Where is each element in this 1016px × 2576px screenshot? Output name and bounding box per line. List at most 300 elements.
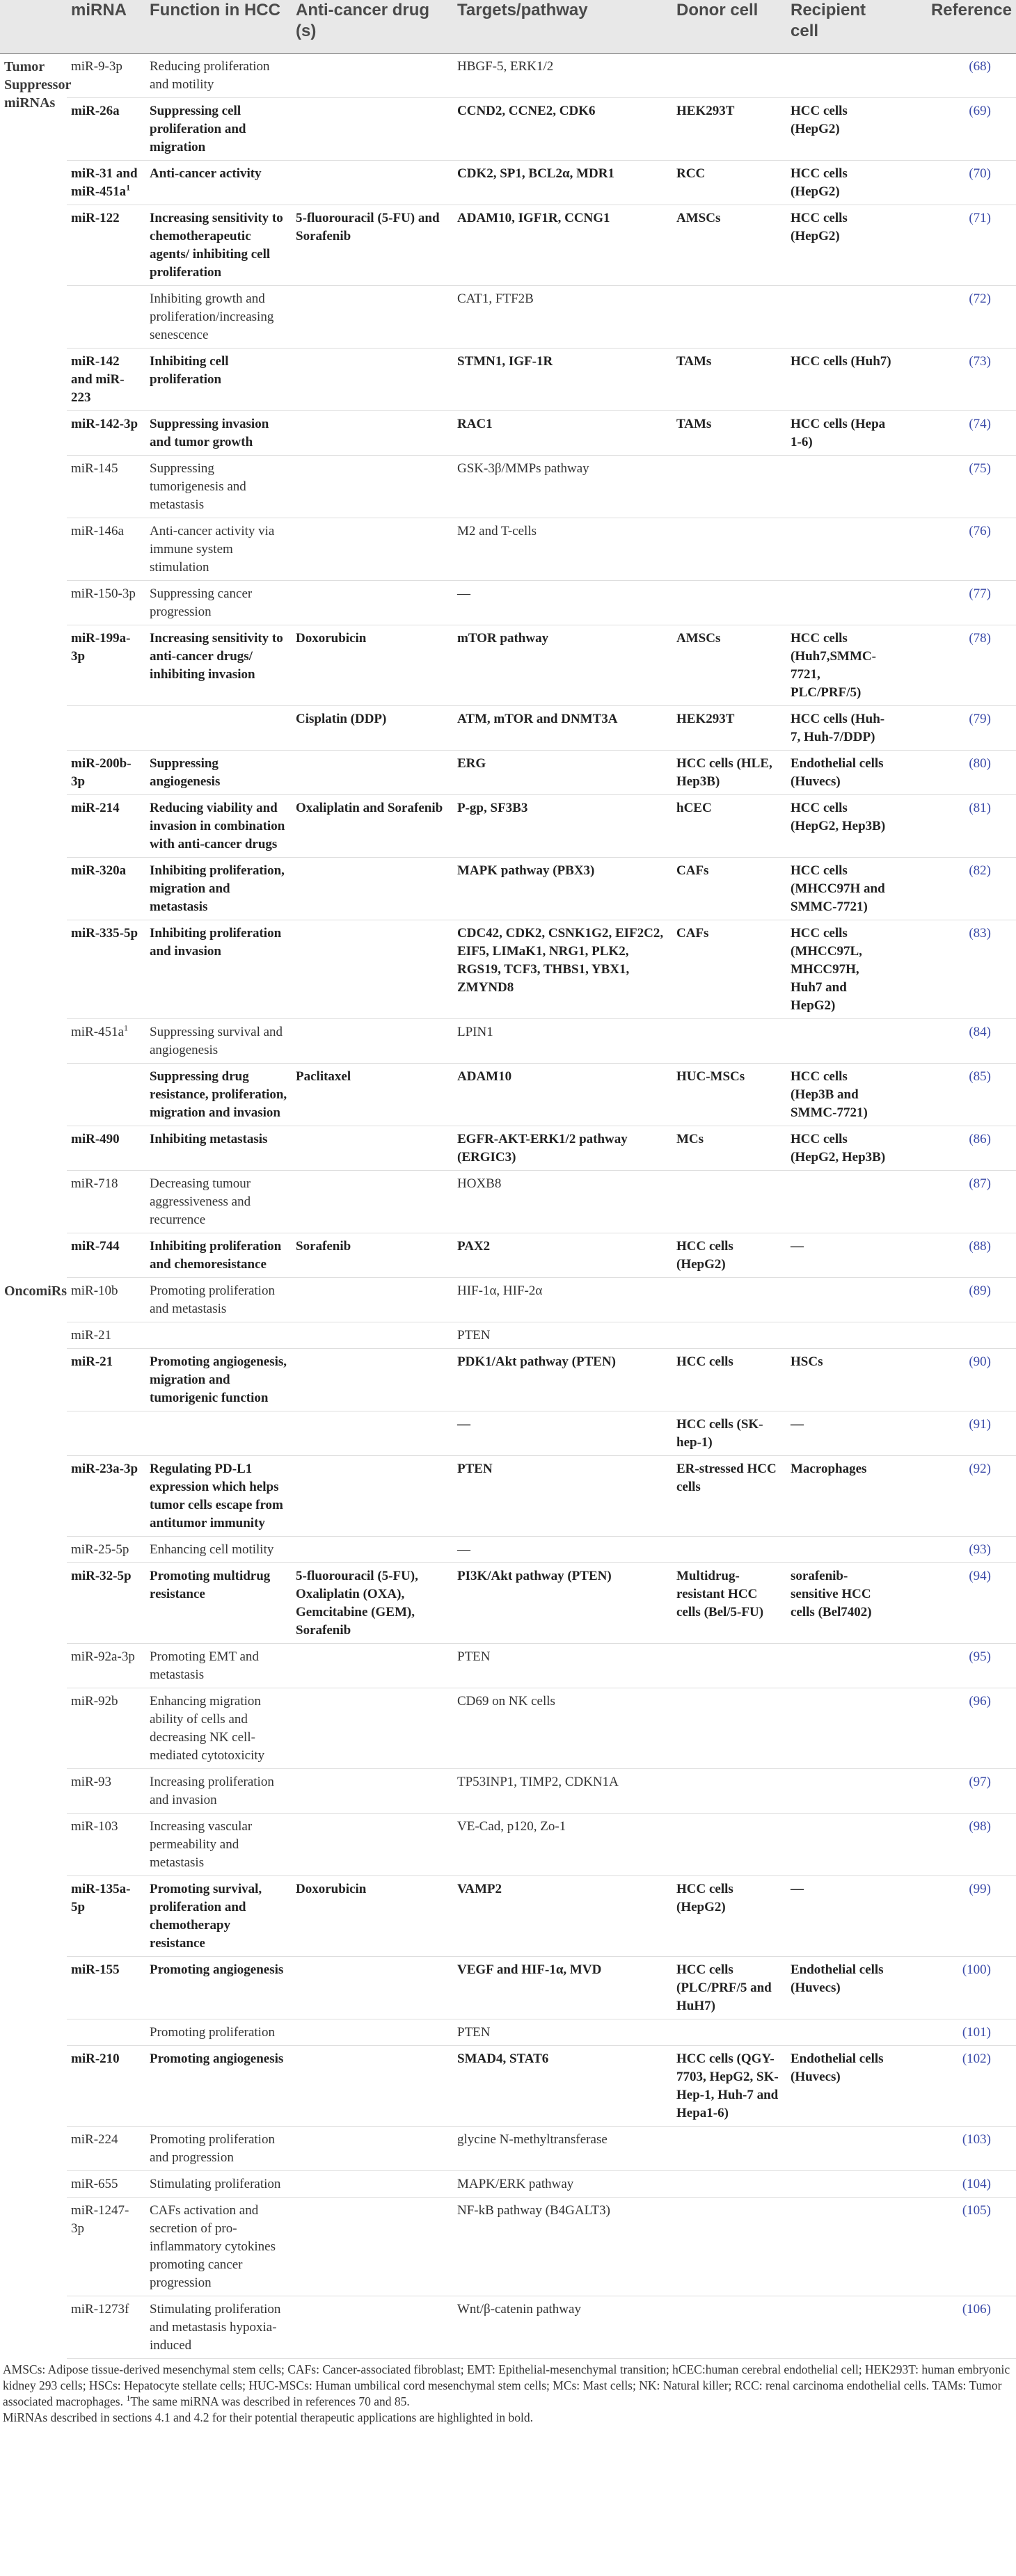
table-row <box>0 54 1016 98</box>
cell-function-text: Increasing proliferation and invasion <box>150 1775 274 1807</box>
cell-targets-text: VE-Cad, p120, Zo-1 <box>457 1819 566 1834</box>
cell-donor <box>672 1064 786 1126</box>
cell-reference <box>898 795 1016 858</box>
cell-donor <box>672 1814 786 1876</box>
cell-recipient-text: HCC cells (HepG2) <box>791 104 848 136</box>
cell-function-text: Suppressing tumorigenesis and metastasis <box>150 461 246 512</box>
cell-donor <box>672 1957 786 2019</box>
cell-recipient <box>786 751 898 795</box>
cell-function <box>145 1411 292 1456</box>
cell-mirna <box>67 1537 145 1563</box>
cell-function-text: Promoting proliferation <box>150 2025 275 2040</box>
cell-mirna <box>67 456 145 518</box>
cell-recipient <box>786 1322 898 1349</box>
cell-mirna-text: miR-199a-3p <box>71 631 131 664</box>
cell-recipient <box>786 1688 898 1769</box>
cell-reference <box>898 98 1016 161</box>
table-row <box>0 920 1016 1019</box>
cell-donor <box>672 751 786 795</box>
cell-drug-text: 5-fluorouracil (5-FU) and Sorafenib <box>296 211 440 243</box>
reference-link[interactable]: ( 98 ) <box>969 1819 991 1834</box>
cell-mirna <box>67 518 145 581</box>
cell-function <box>145 349 292 411</box>
header-drug: Anti-cancer drug (s) <box>292 0 453 54</box>
cell-recipient <box>786 2171 898 2198</box>
cell-targets <box>453 1171 672 1233</box>
cell-mirna <box>67 98 145 161</box>
cell-donor-text: hCEC <box>676 801 712 815</box>
cell-targets <box>453 1411 672 1456</box>
cell-reference <box>898 1688 1016 1769</box>
cell-function <box>145 1278 292 1322</box>
cell-drug <box>292 161 453 205</box>
table-row <box>0 161 1016 205</box>
cell-function <box>145 1563 292 1644</box>
cell-donor-text: Multidrug-resistant HCC cells (Bel/5-FU) <box>676 1569 764 1619</box>
cell-drug <box>292 706 453 751</box>
cell-recipient <box>786 1349 898 1411</box>
cell-recipient-text: HCC cells (Hepa 1-6) <box>791 417 886 449</box>
cell-mirna-text: miR-335-5p <box>71 926 138 941</box>
cell-mirna <box>67 625 145 706</box>
cell-donor-text: HUC-MSCs <box>676 1069 745 1084</box>
reference-link[interactable]: ( 86 ) <box>969 1132 991 1146</box>
cell-targets-text: VEGF and HIF-1α, MVD <box>457 1962 602 1977</box>
reference-link[interactable]: ( 102 ) <box>962 2051 991 2066</box>
cell-recipient-text: Endothelial cells (Huvecs) <box>791 1962 884 1995</box>
cell-targets-text: ERG <box>457 756 486 771</box>
reference-link[interactable]: ( 77 ) <box>969 586 991 601</box>
reference-link[interactable]: ( 87 ) <box>969 1176 991 1191</box>
cell-function-text: Promoting angiogenesis <box>150 2051 284 2066</box>
cell-drug <box>292 98 453 161</box>
cell-targets-text: PTEN <box>457 1649 491 1664</box>
cell-mirna-text: miR-21 <box>71 1328 112 1343</box>
cell-targets-text: M2 and T-cells <box>457 524 537 538</box>
cell-donor <box>672 349 786 411</box>
cell-drug <box>292 1876 453 1957</box>
cell-drug <box>292 1171 453 1233</box>
cell-recipient-text: HCC cells (HepG2, Hep3B) <box>791 801 886 833</box>
reference-link[interactable]: ( 91 ) <box>969 1417 991 1432</box>
table-row <box>0 1411 1016 1456</box>
cell-recipient-text: — <box>791 1239 804 1254</box>
cell-targets-text: — <box>457 586 470 601</box>
cell-targets-text: SMAD4, STAT6 <box>457 2051 549 2066</box>
cell-reference <box>898 1563 1016 1644</box>
cell-function <box>145 98 292 161</box>
cell-reference <box>898 1644 1016 1688</box>
cell-targets <box>453 2127 672 2171</box>
reference-link[interactable]: ( 96 ) <box>969 1694 991 1709</box>
cell-drug-text: Oxaliplatin and Sorafenib <box>296 801 443 815</box>
cell-targets <box>453 1537 672 1563</box>
cell-function-text: Anti-cancer activity via immune system stimulation <box>150 524 275 575</box>
header-reference: Reference <box>898 0 1016 54</box>
cell-reference <box>898 2198 1016 2296</box>
footnote-same-mirna: The same miRNA was described in references 70 and 85. <box>130 2394 410 2408</box>
cell-targets <box>453 98 672 161</box>
cell-mirna <box>67 1456 145 1537</box>
reference-link[interactable]: ( 92 ) <box>969 1462 991 1476</box>
cell-function-text: Decreasing tumour aggressiveness and recurrence <box>150 1176 251 1227</box>
cell-function <box>145 1644 292 1688</box>
reference-link[interactable]: ( 94 ) <box>969 1569 991 1583</box>
reference-link[interactable]: ( 99 ) <box>969 1882 991 1896</box>
cell-donor-text: TAMs <box>676 354 712 369</box>
reference-link[interactable]: ( 83 ) <box>969 926 991 941</box>
cell-function-text: Reducing proliferation and motility <box>150 59 270 92</box>
cell-donor <box>672 98 786 161</box>
cell-targets-text: CDC42, CDK2, CSNK1G2, EIF2C2, EIF5, LIMaK1, NRG1, PLK2, RGS19, TCF3, THBS1, YBX1, ZMYND8 <box>457 926 664 995</box>
cell-recipient <box>786 1957 898 2019</box>
cell-donor <box>672 411 786 456</box>
cell-targets-text: ADAM10 <box>457 1069 512 1084</box>
cell-function <box>145 1537 292 1563</box>
table-row <box>0 456 1016 518</box>
table-body <box>0 54 1016 2359</box>
cell-function-text: Stimulating proliferation and metastasis hypoxia-induced <box>150 2302 281 2353</box>
cell-function <box>145 1233 292 1278</box>
cell-function-text: Promoting proliferation and metastasis <box>150 1283 275 1316</box>
reference-link[interactable]: ( 69 ) <box>969 104 991 118</box>
reference-link[interactable]: ( 75 ) <box>969 461 991 476</box>
cell-targets <box>453 2198 672 2296</box>
cell-targets <box>453 1322 672 1349</box>
cell-targets <box>453 920 672 1019</box>
cell-mirna-text: miR-135a-5p <box>71 1882 131 1914</box>
cell-recipient <box>786 1278 898 1322</box>
reference-link[interactable]: ( 89 ) <box>969 1283 991 1298</box>
cell-donor-text: HCC cells (HepG2) <box>676 1882 733 1914</box>
cell-function <box>145 286 292 349</box>
reference-link[interactable]: ( 104 ) <box>962 2177 991 2191</box>
cell-recipient <box>786 1644 898 1688</box>
cell-function-text: Inhibiting proliferation and chemoresistance <box>150 1239 282 1272</box>
cell-drug-text: Sorafenib <box>296 1239 351 1254</box>
table-row <box>0 349 1016 411</box>
cell-donor <box>672 1769 786 1814</box>
cell-reference <box>898 751 1016 795</box>
cell-drug <box>292 1814 453 1876</box>
cell-mirna-text: miR-1273f <box>71 2302 129 2317</box>
reference-link[interactable]: ( 88 ) <box>969 1239 991 1254</box>
cell-targets <box>453 2296 672 2359</box>
cell-function-text: Suppressing cancer progression <box>150 586 253 619</box>
cell-recipient <box>786 518 898 581</box>
cell-function-text: Inhibiting proliferation and invasion <box>150 926 282 959</box>
cell-drug <box>292 1126 453 1171</box>
cell-reference <box>898 625 1016 706</box>
cell-recipient-text: HCC cells (MHCC97H and SMMC-7721) <box>791 863 885 914</box>
cell-targets-text: — <box>457 1417 470 1432</box>
cell-donor <box>672 518 786 581</box>
cell-recipient <box>786 1876 898 1957</box>
cell-mirna-text: miR-9-3p <box>71 59 122 74</box>
cell-targets <box>453 858 672 920</box>
cell-recipient-text: HCC cells (Huh7,SMMC-7721, PLC/PRF/5) <box>791 631 876 700</box>
cell-mirna <box>67 1876 145 1957</box>
table-row <box>0 1019 1016 1064</box>
cell-reference <box>898 1064 1016 1126</box>
cell-reference <box>898 54 1016 98</box>
cell-mirna <box>67 2171 145 2198</box>
cell-targets-text: CAT1, FTF2B <box>457 291 534 306</box>
cell-drug <box>292 54 453 98</box>
cell-reference <box>898 1322 1016 1349</box>
cell-function <box>145 2127 292 2171</box>
cell-drug <box>292 920 453 1019</box>
cell-donor-text: CAFs <box>676 863 709 878</box>
cell-mirna-text: miR-21 <box>71 1354 113 1369</box>
cell-targets-text: CD69 on NK cells <box>457 1694 555 1709</box>
cell-drug-text: Doxorubicin <box>296 1882 367 1896</box>
cell-recipient <box>786 581 898 625</box>
cell-reference <box>898 518 1016 581</box>
cell-targets <box>453 1019 672 1064</box>
cell-mirna-text: miR-23a-3p <box>71 1462 138 1476</box>
reference-link[interactable]: ( 79 ) <box>969 712 991 726</box>
cell-targets-text: mTOR pathway <box>457 631 549 646</box>
cell-targets <box>453 1349 672 1411</box>
cell-drug <box>292 1688 453 1769</box>
reference-link[interactable]: ( 97 ) <box>969 1775 991 1789</box>
cell-mirna <box>67 1064 145 1126</box>
table-row <box>0 1876 1016 1957</box>
cell-drug <box>292 286 453 349</box>
cell-targets-text: PDK1/Akt pathway (PTEN) <box>457 1354 617 1369</box>
cell-drug <box>292 2046 453 2127</box>
cell-donor <box>672 1171 786 1233</box>
reference-link[interactable]: ( 106 ) <box>962 2302 991 2317</box>
reference-link[interactable]: ( 71 ) <box>969 211 991 225</box>
cell-mirna <box>67 161 145 205</box>
cell-targets <box>453 2019 672 2046</box>
cell-function <box>145 2046 292 2127</box>
cell-mirna <box>67 205 145 286</box>
cell-recipient-text: Macrophages <box>791 1462 867 1476</box>
cell-drug-text: Cisplatin (DDP) <box>296 712 387 726</box>
table-row <box>0 1957 1016 2019</box>
cell-recipient-text: Endothelial cells (Huvecs) <box>791 756 884 789</box>
reference-link[interactable]: ( 82 ) <box>969 863 991 878</box>
cell-mirna-text: miR-26a <box>71 104 120 118</box>
cell-recipient <box>786 2019 898 2046</box>
cell-mirna <box>67 286 145 349</box>
reference-link[interactable]: ( 78 ) <box>969 631 991 646</box>
cell-donor <box>672 795 786 858</box>
cell-mirna-text: miR-142-3p <box>71 417 138 431</box>
cell-reference <box>898 706 1016 751</box>
cell-function <box>145 54 292 98</box>
cell-reference <box>898 1814 1016 1876</box>
cell-function <box>145 795 292 858</box>
table-row <box>0 286 1016 349</box>
cell-donor <box>672 286 786 349</box>
cell-drug <box>292 1957 453 2019</box>
cell-targets <box>453 1233 672 1278</box>
reference-link[interactable]: ( 68 ) <box>969 59 991 74</box>
header-targets: Targets/pathway <box>453 0 672 54</box>
cell-function-text: Suppressing cell proliferation and migration <box>150 104 246 154</box>
cell-drug <box>292 1233 453 1278</box>
cell-recipient <box>786 411 898 456</box>
cell-targets <box>453 456 672 518</box>
cell-mirna-text: miR-146a <box>71 524 124 538</box>
cell-donor-text: HCC cells (HLE, Hep3B) <box>676 756 772 789</box>
cell-donor <box>672 161 786 205</box>
cell-function <box>145 858 292 920</box>
cell-recipient <box>786 286 898 349</box>
cell-drug <box>292 2198 453 2296</box>
cell-mirna-text: miR-142 and miR-223 <box>71 354 125 405</box>
cell-function <box>145 625 292 706</box>
cell-function <box>145 751 292 795</box>
cell-function-text: Increasing sensitivity to anti-cancer drugs/ inhibiting invasion <box>150 631 283 682</box>
cell-targets <box>453 1814 672 1876</box>
cell-recipient <box>786 858 898 920</box>
reference-link[interactable]: ( 105 ) <box>962 2203 991 2218</box>
table-row <box>0 98 1016 161</box>
cell-mirna-text: miR-92b <box>71 1694 118 1709</box>
footnote-superscript: 1 <box>126 2393 131 2403</box>
cell-recipient <box>786 1064 898 1126</box>
cell-targets-text: STMN1, IGF-1R <box>457 354 553 369</box>
cell-targets-text: PI3K/Akt pathway (PTEN) <box>457 1569 612 1583</box>
cell-function-text: Anti-cancer activity <box>150 166 262 181</box>
cell-mirna-text: miR-31 and miR-451a <box>71 166 138 199</box>
reference-link[interactable]: ( 84 ) <box>969 1025 991 1039</box>
cell-targets-text: HBGF-5, ERK1/2 <box>457 59 554 74</box>
cell-function <box>145 1957 292 2019</box>
cell-reference <box>898 1876 1016 1957</box>
cell-recipient <box>786 706 898 751</box>
cell-function <box>145 581 292 625</box>
cell-mirna-text: miR-32-5p <box>71 1569 132 1583</box>
table-row <box>0 1126 1016 1171</box>
cell-function <box>145 1769 292 1814</box>
cell-recipient <box>786 349 898 411</box>
cell-recipient-text: HCC cells (HepG2, Hep3B) <box>791 1132 886 1165</box>
cell-function-text: Reducing viability and invasion in combination with anti-cancer drugs <box>150 801 285 851</box>
cell-function <box>145 1064 292 1126</box>
cell-mirna-text: miR-155 <box>71 1962 120 1977</box>
cell-targets <box>453 1876 672 1957</box>
cell-function-text: Increasing vascular permeability and metastasis <box>150 1819 253 1870</box>
reference-link[interactable]: ( 72 ) <box>969 291 991 306</box>
cell-function <box>145 2171 292 2198</box>
cell-function <box>145 161 292 205</box>
cell-donor <box>672 2046 786 2127</box>
cell-recipient <box>786 54 898 98</box>
reference-link[interactable]: ( 93 ) <box>969 1542 991 1557</box>
cell-recipient-text: HCC cells (HepG2) <box>791 211 848 243</box>
header-donor: Donor cell <box>672 0 786 54</box>
cell-drug-text: Paclitaxel <box>296 1069 351 1084</box>
cell-function-text: Regulating PD-L1 expression which helps tumor cells escape from antitumor immunity <box>150 1462 283 1530</box>
cell-donor <box>672 581 786 625</box>
reference-link[interactable]: ( 70 ) <box>969 166 991 181</box>
cell-recipient <box>786 1019 898 1064</box>
table-row <box>0 1456 1016 1537</box>
group-label: Tumor Suppressor miRNAs <box>4 59 71 111</box>
cell-donor <box>672 1278 786 1322</box>
cell-drug <box>292 2171 453 2198</box>
cell-donor <box>672 2127 786 2171</box>
cell-mirna <box>67 858 145 920</box>
cell-targets-text: RAC1 <box>457 417 493 431</box>
group-label: OncomiRs <box>4 1283 67 1299</box>
header-group <box>0 0 67 54</box>
cell-mirna <box>67 2198 145 2296</box>
cell-targets <box>453 1456 672 1537</box>
cell-donor-text: TAMs <box>676 417 712 431</box>
reference-link[interactable]: ( 90 ) <box>969 1354 991 1369</box>
cell-targets <box>453 205 672 286</box>
cell-mirna-text: miR-122 <box>71 211 120 225</box>
cell-reference <box>898 1456 1016 1537</box>
cell-mirna <box>67 1019 145 1064</box>
footnote-abbrev-text: AMSCs: Adipose tissue-derived mesenchymal stem cells; CAFs: Cancer-associated fibroblast; EMT: Epithelial-mesenchymal transition; hCEC:human cerebral endothelial cell; HEK293T: human embryonic kidney 293 cells; HSCs: Hepatocyte stellate cells; HUC-MSCs: Human umbilical cord mesenchymal stem cells; MCs: Mast cells; NK: Natural killer; RCC: renal carcinoma endothelial cells. TAMs: Tumor associated macrophages. <box>3 2362 1010 2408</box>
table-row <box>0 795 1016 858</box>
cell-donor <box>672 920 786 1019</box>
reference-link[interactable]: ( 76 ) <box>969 524 991 538</box>
cell-reference <box>898 2019 1016 2046</box>
table-row <box>0 411 1016 456</box>
reference-link[interactable]: ( 85 ) <box>969 1069 991 1084</box>
cell-donor <box>672 858 786 920</box>
reference-link[interactable]: ( 74 ) <box>969 417 991 431</box>
table-row <box>0 581 1016 625</box>
table-row <box>0 1064 1016 1126</box>
cell-donor <box>672 1537 786 1563</box>
cell-targets-text: P-gp, SF3B3 <box>457 801 528 815</box>
cell-function <box>145 1456 292 1537</box>
cell-recipient-text: HCC cells (Huh7) <box>791 354 891 369</box>
cell-recipient <box>786 1171 898 1233</box>
reference-link[interactable]: ( 81 ) <box>969 801 991 815</box>
cell-donor <box>672 205 786 286</box>
reference-link[interactable]: ( 100 ) <box>962 1962 991 1977</box>
cell-targets <box>453 1064 672 1126</box>
cell-recipient-text: HSCs <box>791 1354 823 1369</box>
cell-function-text: Stimulating proliferation <box>150 2177 281 2191</box>
cell-reference <box>898 349 1016 411</box>
cell-drug <box>292 1322 453 1349</box>
cell-drug <box>292 1644 453 1688</box>
cell-mirna-text: miR-200b-3p <box>71 756 132 789</box>
table-row <box>0 1171 1016 1233</box>
cell-function <box>145 1171 292 1233</box>
reference-link[interactable]: ( 101 ) <box>962 2025 991 2040</box>
reference-link[interactable]: ( 103 ) <box>962 2132 991 2147</box>
cell-donor <box>672 1322 786 1349</box>
cell-recipient <box>786 205 898 286</box>
cell-targets <box>453 1644 672 1688</box>
table-header-row <box>0 0 1016 54</box>
header-function: Function in HCC <box>145 0 292 54</box>
cell-recipient <box>786 2198 898 2296</box>
reference-link[interactable]: ( 73 ) <box>969 354 991 369</box>
reference-link[interactable]: ( 95 ) <box>969 1649 991 1664</box>
table-row <box>0 625 1016 706</box>
cell-targets-text: ADAM10, IGF1R, CCNG1 <box>457 211 610 225</box>
cell-mirna <box>67 1349 145 1411</box>
reference-link[interactable]: ( 80 ) <box>969 756 991 771</box>
cell-mirna <box>67 1126 145 1171</box>
cell-function-text: Inhibiting growth and proliferation/increasing senescence <box>150 291 274 342</box>
cell-donor-text: HCC cells (QGY-7703, HepG2, SK-Hep-1, Huh-7 and Hepa1-6) <box>676 2051 779 2120</box>
